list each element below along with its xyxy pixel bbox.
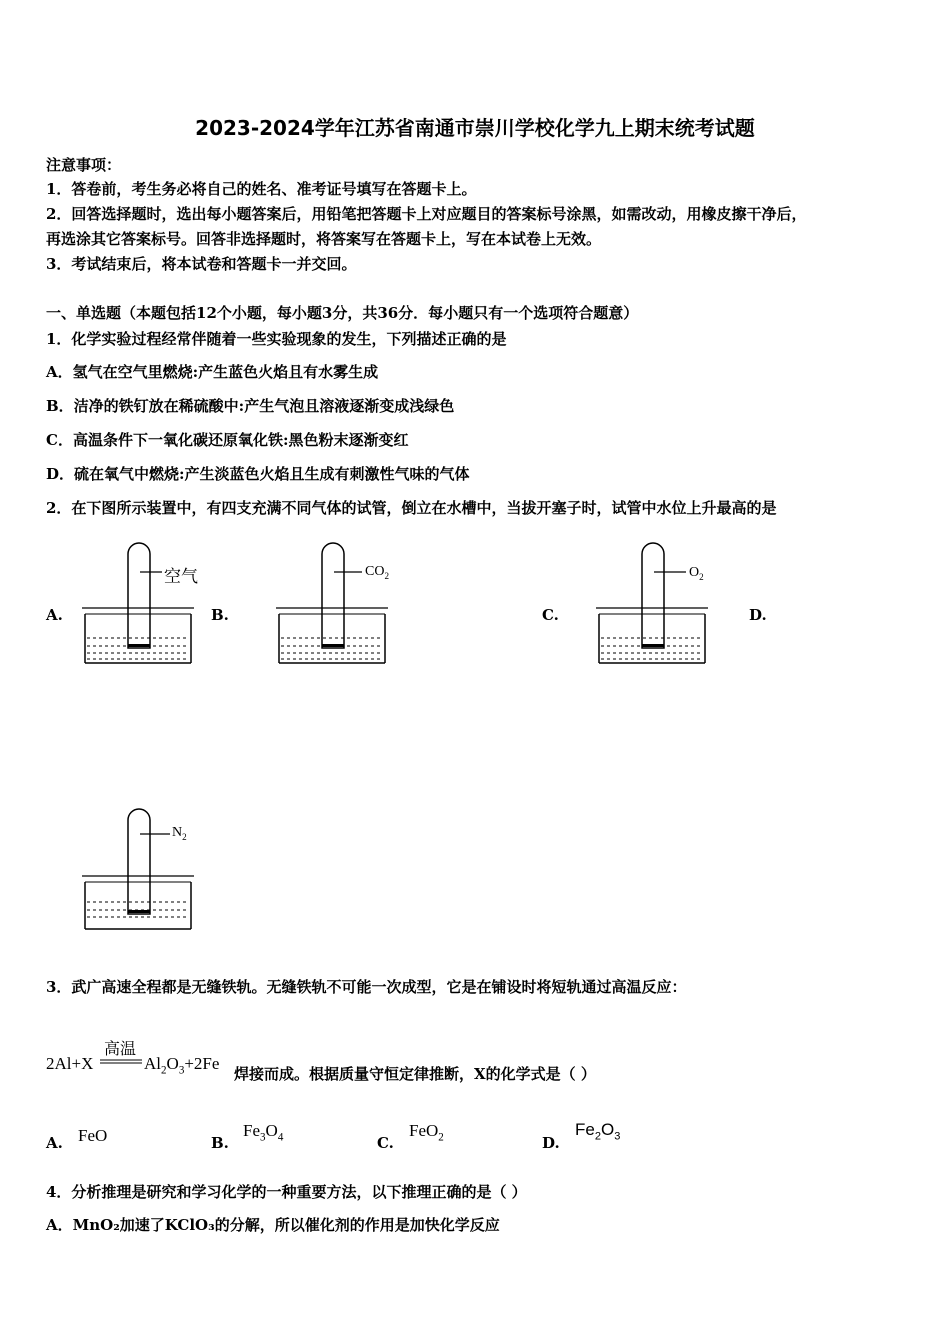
q3-letter-a: A.: [46, 1134, 63, 1152]
q3-stem: 3．武广高速全程都是无缝铁轨。无缝铁轨不可能一次成型，它是在铺设时将短轨通过高温反应：: [46, 978, 687, 996]
q3-option-b: $Fe_3O_4$: [243, 1121, 284, 1144]
q3-letter-d: D.: [542, 1134, 560, 1152]
q4-stem: 4．分析推理是研究和学习化学的一种重要方法，以下推理正确的是（ ）: [46, 1183, 527, 1201]
apparatus-o2: [596, 540, 721, 670]
gas-label-co2: $CO_2$: [365, 564, 389, 581]
test-tube-trough-icon: [276, 540, 401, 670]
notice-item-3: 3．考试结束后，将本试卷和答题卡一并交回。: [46, 255, 357, 273]
q3-option-d: $Fe_2O_3$: [575, 1120, 621, 1143]
gas-label-air: 空气: [164, 567, 198, 586]
q3-option-c: FeO$_2$: [409, 1121, 444, 1144]
test-tube-trough-icon: [596, 540, 721, 670]
q2-stem: 2．在下图所示装置中，有四支充满不同气体的试管，倒立在水槽中，当拔开塞子时，试管中水位上升最高的是: [46, 499, 777, 517]
equation-condition: 高温: [104, 1041, 137, 1058]
notice-item-2-cont: 再选涂其它答案标号。回答非选择题时，将答案写在答题卡上，写在本试卷上无效。: [46, 230, 602, 248]
q1-option-a: A．氢气在空气里燃烧:产生蓝色火焰且有水雾生成: [46, 363, 379, 381]
section-heading: 一、单选题（本题包括12个小题，每小题3分，共36分．每小题只有一个选项符合题意）: [46, 304, 639, 322]
q3-equation: [46, 1036, 246, 1086]
equation-reactants: 2Al+X: [46, 1054, 94, 1073]
q1-option-c: C．高温条件下一氧化碳还原氧化铁:黑色粉末逐渐变红: [46, 431, 409, 449]
q1-stem: 1．化学实验过程经常伴随着一些实验现象的发生，下列描述正确的是: [46, 330, 507, 348]
q1-option-b: B．洁净的铁钉放在稀硫酸中:产生气泡且溶液逐渐变成浅绿色: [46, 397, 455, 415]
q2-letter-b: B.: [211, 606, 229, 624]
gas-label-n2: $N_2$: [172, 825, 187, 842]
test-tube-trough-icon: [82, 806, 207, 936]
apparatus-air: [82, 540, 207, 670]
apparatus-co2: [276, 540, 401, 670]
q3-letter-b: B.: [211, 1134, 229, 1152]
q1-option-d: D．硫在氧气中燃烧:产生淡蓝色火焰且生成有刺激性气味的气体: [46, 465, 470, 483]
q2-letter-d: D.: [749, 606, 767, 624]
q3-option-a: FeO: [78, 1126, 108, 1145]
notice-item-2: 2．回答选择题时，选出每小题答案后，用铅笔把答题卡上对应题目的答案标号涂黑，如需改动，用橡皮擦干净后，: [46, 205, 807, 223]
page-title: 2023-2024学年江苏省南通市崇川学校化学九上期末统考试题: [195, 116, 755, 140]
q3-tail: 焊接而成。根据质量守恒定律推断，X的化学式是（ ）: [234, 1065, 596, 1083]
q3-letter-c: C.: [377, 1134, 394, 1152]
notice-heading: 注意事项：: [46, 156, 122, 174]
q4-option-a: A．MnO₂加速了KClO₃的分解，所以催化剂的作用是加快化学反应: [46, 1216, 500, 1234]
gas-label-o2: $O_2$: [689, 565, 704, 582]
equation-products: $Al_2O_3+2Fe$: [144, 1054, 220, 1077]
q2-letter-a: A.: [46, 606, 63, 624]
notice-item-1: 1．答卷前，考生务必将自己的姓名、准考证号填写在答题卡上。: [46, 180, 477, 198]
apparatus-n2: [82, 806, 207, 936]
test-tube-trough-icon: [82, 540, 207, 670]
q2-letter-c: C.: [542, 606, 559, 624]
